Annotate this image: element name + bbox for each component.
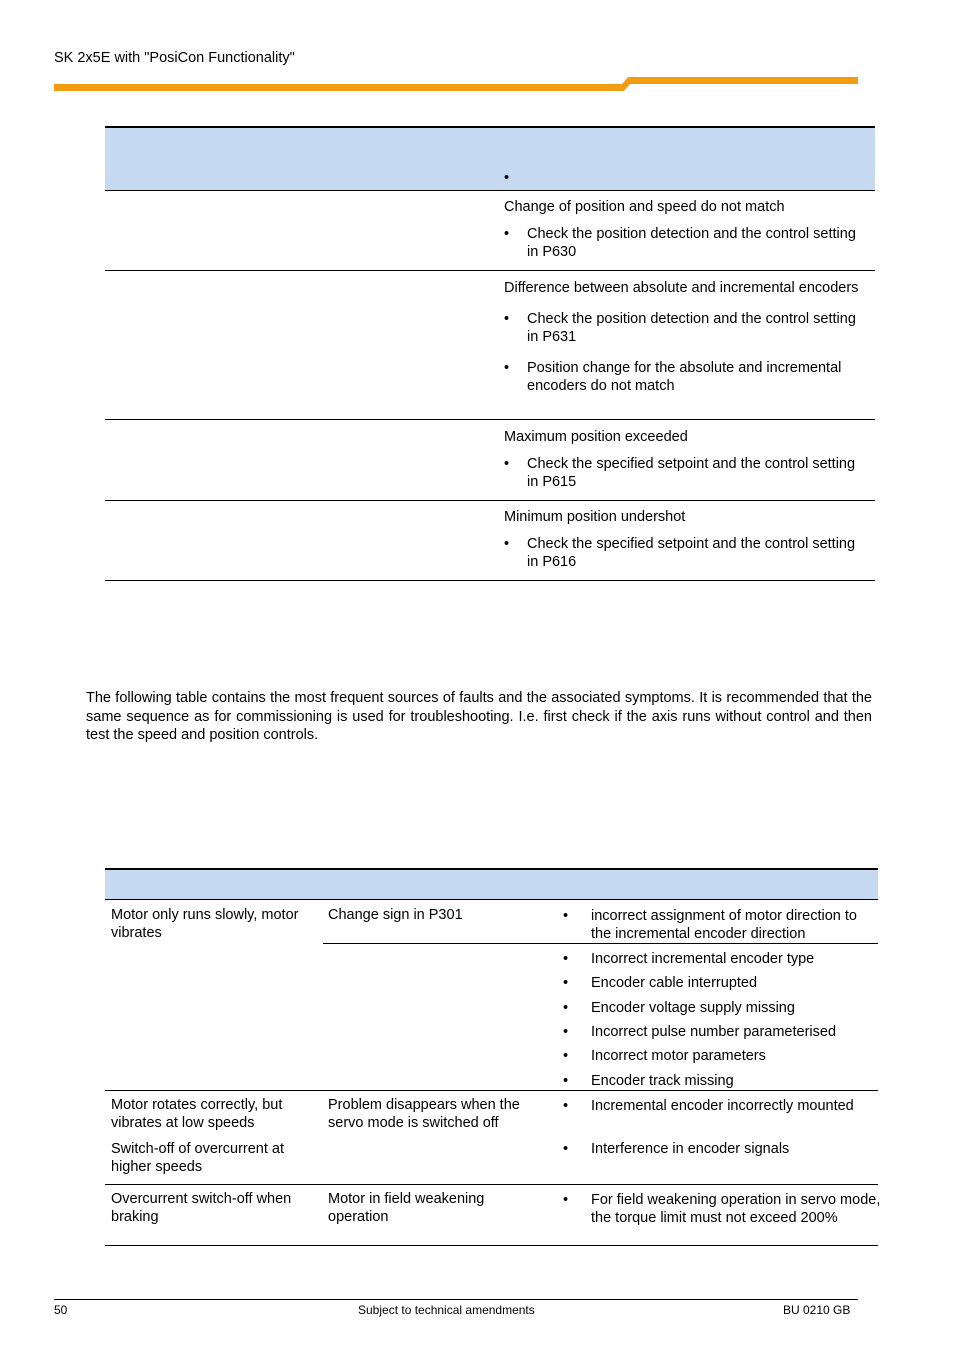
list-item: • incorrect assignment of motor direction to the incremental encoder direction — [563, 908, 857, 942]
fault-description: Minimum position undershot — [504, 509, 686, 525]
fault-description: Change of position and speed do not match — [504, 199, 785, 215]
symptom-cell: Overcurrent switch-off when braking — [111, 1191, 292, 1225]
list-item: • Encoder cable interrupted — [563, 975, 758, 991]
list-item: • Incorrect incremental encoder type — [563, 951, 815, 967]
trouble-table — [105, 898, 881, 1248]
table-row — [105, 420, 875, 501]
remedy-cell: Problem disappears when the servo mode is switched off — [328, 1097, 520, 1131]
list-item: • Interference in encoder signals — [563, 1141, 790, 1157]
intro-paragraph: The following table contains the most frequent sources of faults and the associated symptoms. It is recommended that the same sequence as for commissioning is used for troubleshooting. I.e. first check if the axis runs without control and then test the speed and position controls. — [86, 690, 872, 743]
fault-table — [105, 126, 875, 581]
table-bottom-rule — [105, 1245, 878, 1246]
list-item: • For field weakening operation in servo mode, the torque limit must not exceed 200% — [563, 1192, 881, 1226]
table-row — [105, 271, 875, 420]
footer-rule — [54, 1299, 858, 1300]
fault-description: Maximum position exceeded — [504, 429, 688, 445]
list-item: • Encoder track missing — [563, 1073, 734, 1089]
list-item: • Position change for the absolute and incremental encoders do not match — [504, 359, 842, 394]
fault-description: Difference between absolute and incremental encoders — [504, 280, 859, 296]
symptom-cell: Motor rotates correctly, but vibrates at low speeds Switch-off of overcurrent at higher speeds — [111, 1097, 285, 1175]
row-divider — [105, 1184, 878, 1185]
list-item: • Check the position detection and the control setting in P630 — [504, 225, 856, 260]
document-header-title: SK 2x5E with "PosiCon Functionality" — [54, 50, 295, 66]
list-item: • Check the specified setpoint and the control setting in P615 — [504, 455, 856, 490]
table-row — [105, 501, 875, 581]
list-item: • Incorrect motor parameters — [563, 1048, 766, 1064]
list-item: • Incorrect pulse number parameterised — [563, 1024, 837, 1040]
row-divider — [323, 943, 878, 944]
list-item: • Incremental encoder incorrectly mounted — [563, 1098, 854, 1114]
header-accent-bar — [54, 76, 858, 92]
document-id: BU 0210 GB — [783, 1303, 851, 1317]
table-row — [105, 190, 875, 271]
trouble-table-header-row — [105, 868, 878, 900]
list-item: • Check the specified setpoint and the control setting in P616 — [504, 535, 856, 570]
page-number: 50 — [54, 1303, 68, 1317]
symptom-cell: Motor only runs slowly, motor vibrates — [111, 907, 299, 941]
list-item: • Check the position detection and the control setting in P631 — [504, 310, 856, 345]
row-divider — [105, 1090, 878, 1091]
footer-notice: Subject to technical amendments — [358, 1303, 535, 1317]
remedy-cell: Change sign in P301 — [328, 907, 463, 923]
remedy-cell: Motor in field weakening operation — [328, 1191, 485, 1225]
list-item: • Encoder voltage supply missing — [563, 1000, 795, 1016]
fault-table-header-row: • — [105, 126, 875, 191]
